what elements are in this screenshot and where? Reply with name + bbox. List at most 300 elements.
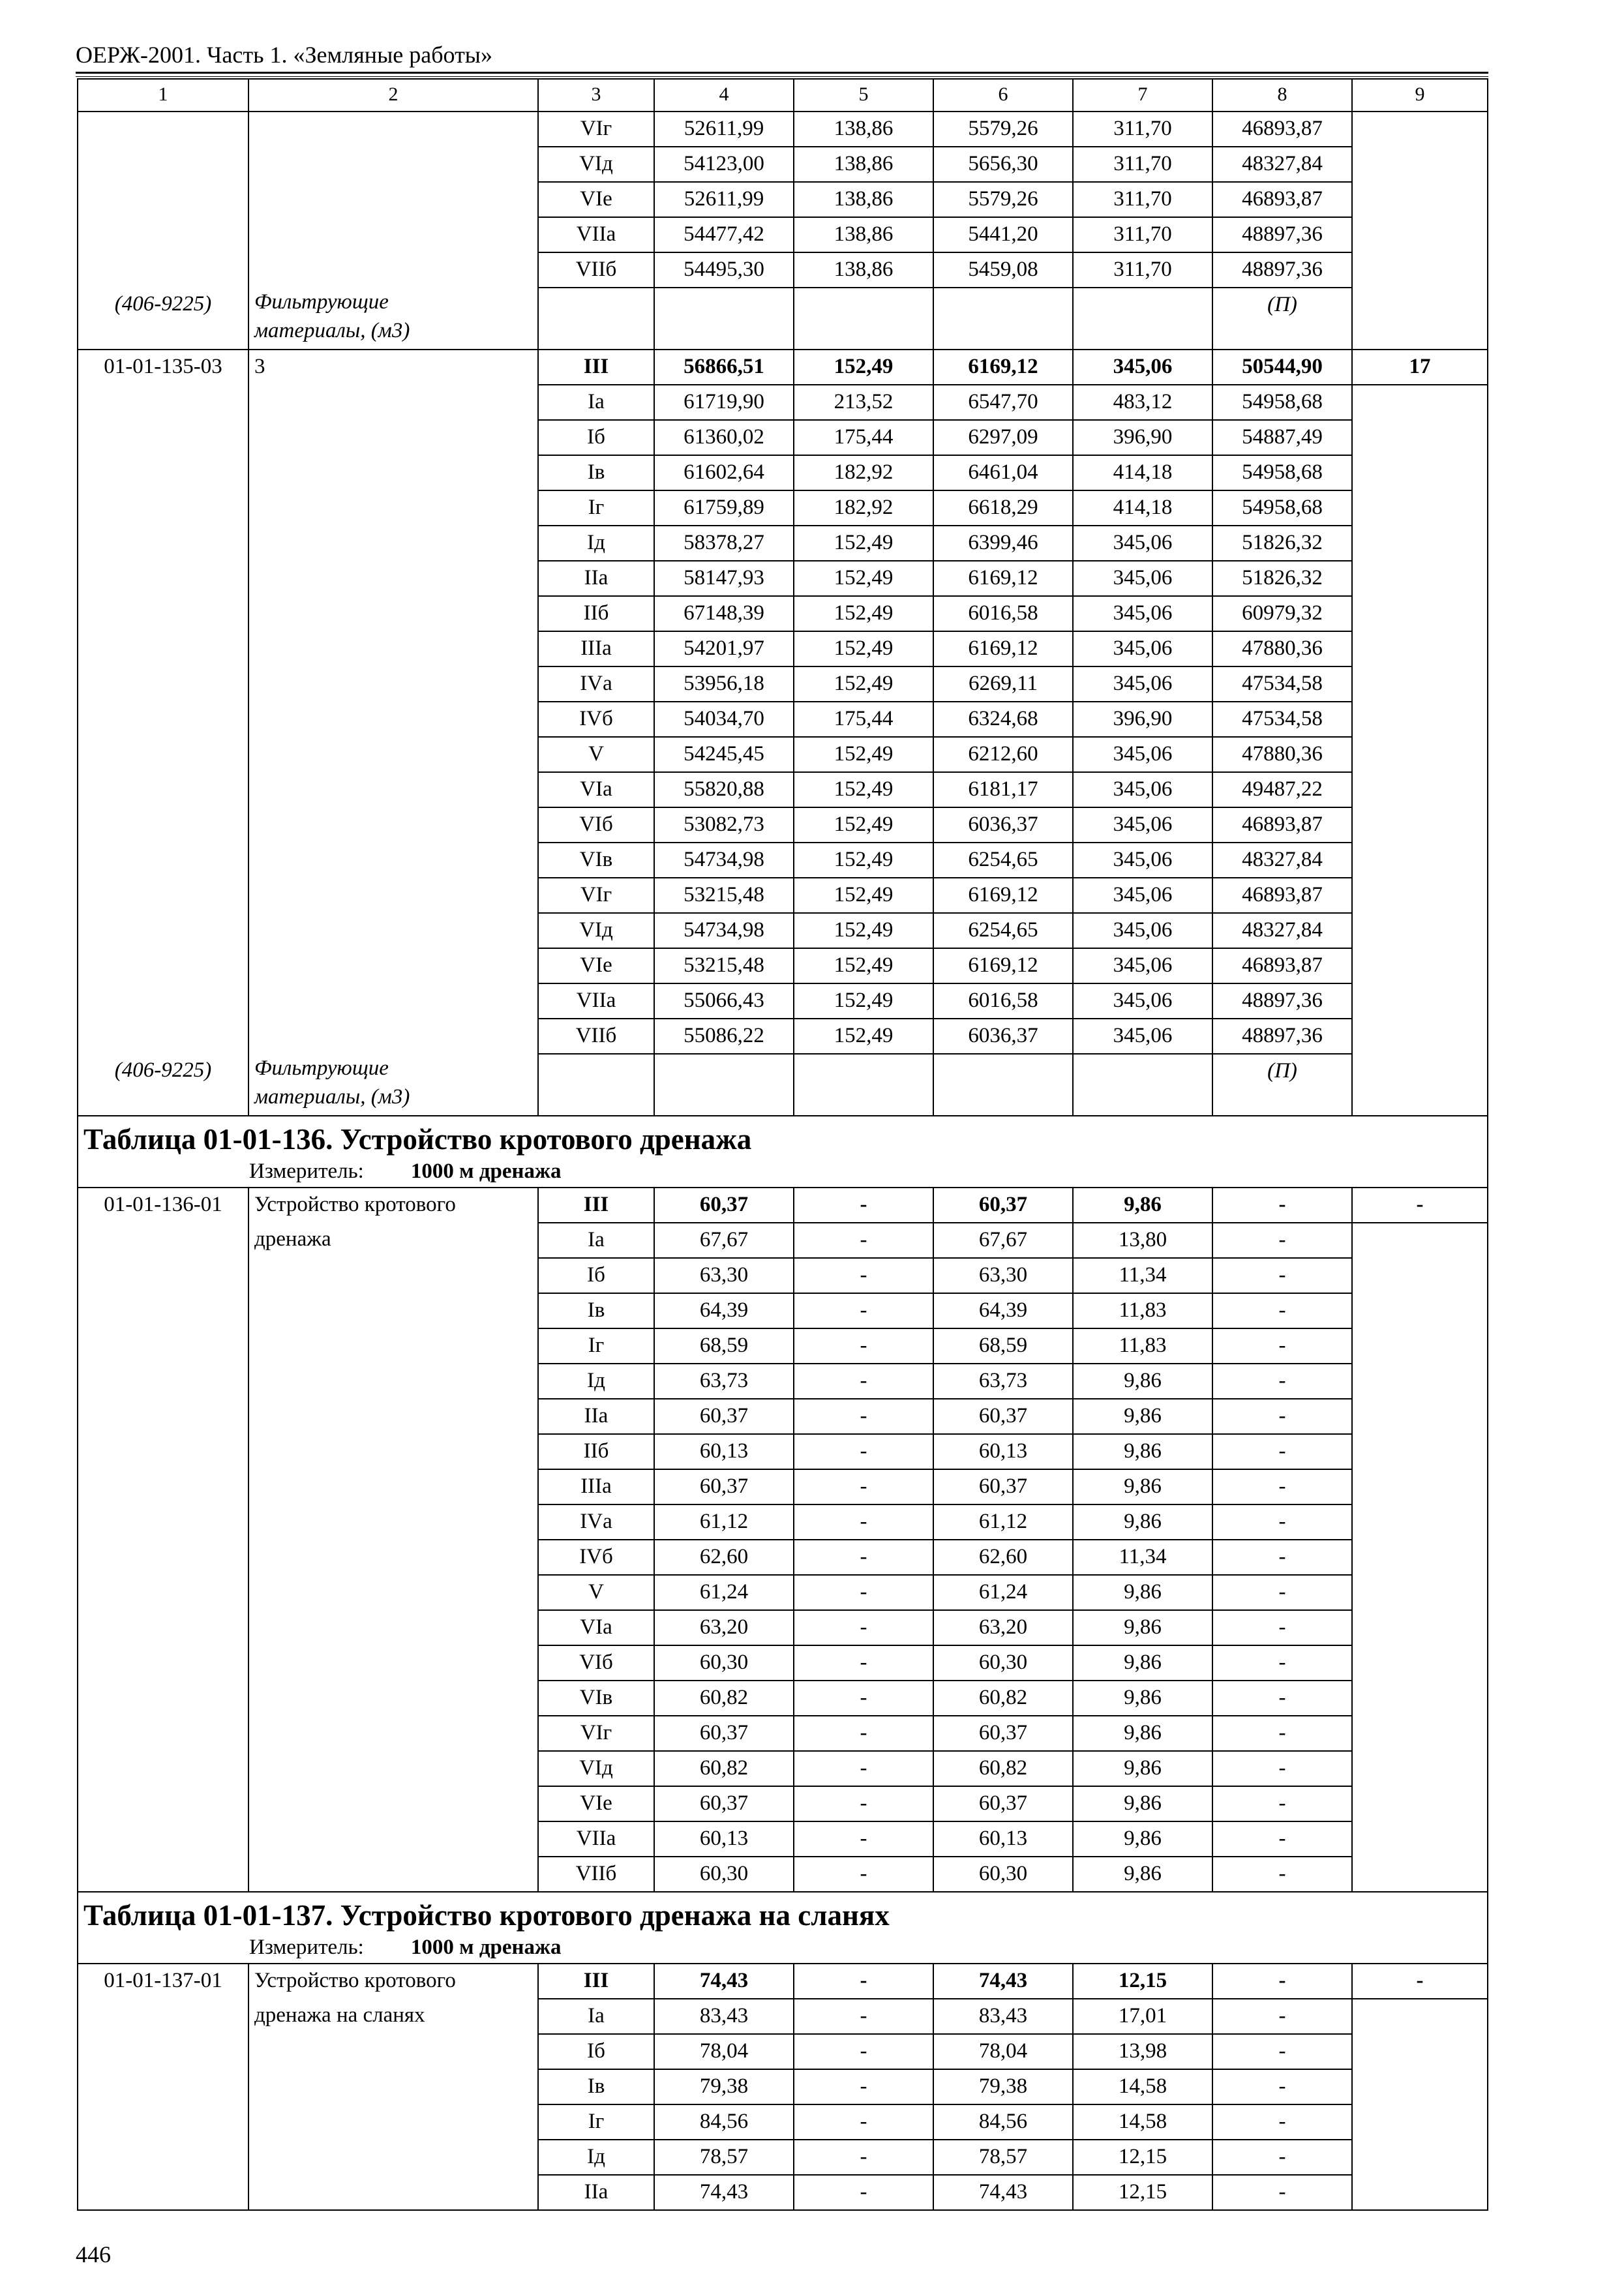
item-description-empty xyxy=(248,948,538,983)
table-row xyxy=(78,490,1488,526)
item-code-empty xyxy=(78,1786,248,1821)
value-col8: - xyxy=(1212,1540,1352,1575)
item-code-empty xyxy=(78,1469,248,1504)
item-description-empty xyxy=(248,1575,538,1610)
item-code-empty xyxy=(78,2069,248,2104)
value-col7: 9,86 xyxy=(1073,1610,1212,1645)
value-col6: 6181,17 xyxy=(933,772,1073,807)
value-col7: 345,06 xyxy=(1073,631,1212,666)
value-col8: - xyxy=(1212,1821,1352,1857)
item-description-empty xyxy=(248,772,538,807)
soil-zone: VIа xyxy=(538,772,654,807)
value-col8: 48897,36 xyxy=(1212,1019,1352,1054)
value-col5: 138,86 xyxy=(794,217,933,252)
value-col4: 53215,48 xyxy=(654,878,794,913)
soil-zone: IIIа xyxy=(538,631,654,666)
item-description-empty xyxy=(248,217,538,252)
item-code-empty xyxy=(78,666,248,702)
material-empty xyxy=(1073,1054,1212,1116)
value-col4: 60,13 xyxy=(654,1821,794,1857)
value-col9-empty xyxy=(1352,1751,1488,1786)
item-description-empty xyxy=(248,1681,538,1716)
value-col4: 60,82 xyxy=(654,1751,794,1786)
soil-zone: Iд xyxy=(538,526,654,561)
value-col4: 55820,88 xyxy=(654,772,794,807)
value-col7: 345,06 xyxy=(1073,1019,1212,1054)
value-col5: - xyxy=(794,1999,933,2034)
table-row xyxy=(78,596,1488,631)
value-col6: 6212,60 xyxy=(933,737,1073,772)
soil-zone: Iд xyxy=(538,2140,654,2175)
section-title: Таблица 01-01-137. Устройство кротового дренажа на сланях xyxy=(83,1899,890,1932)
value-col7: 11,34 xyxy=(1073,1258,1212,1293)
value-col5: - xyxy=(794,1575,933,1610)
value-col9-empty xyxy=(1352,1999,1488,2034)
value-col9-empty xyxy=(1352,772,1488,807)
value-col6: 5656,30 xyxy=(933,147,1073,182)
value-col5: 213,52 xyxy=(794,385,933,420)
item-description-empty xyxy=(248,490,538,526)
value-col4: 54734,98 xyxy=(654,843,794,878)
value-col6: 60,37 xyxy=(933,1716,1073,1751)
soil-zone: Iг xyxy=(538,1328,654,1364)
value-col5: - xyxy=(794,1504,933,1540)
soil-zone: V xyxy=(538,1575,654,1610)
value-col8: - xyxy=(1212,1857,1352,1892)
value-col4: 55066,43 xyxy=(654,983,794,1019)
value-col7: 14,58 xyxy=(1073,2069,1212,2104)
value-col9-empty xyxy=(1352,182,1488,217)
value-col5: 152,49 xyxy=(794,1019,933,1054)
value-col4: 53956,18 xyxy=(654,666,794,702)
table-row xyxy=(78,666,1488,702)
item-description-empty xyxy=(248,1504,538,1540)
value-col5: 152,49 xyxy=(794,983,933,1019)
value-col7: 396,90 xyxy=(1073,702,1212,737)
item-description-empty xyxy=(248,1716,538,1751)
value-col5: 175,44 xyxy=(794,420,933,455)
table-row xyxy=(78,2175,1488,2210)
value-col8: - xyxy=(1212,1964,1352,1999)
soil-zone: III xyxy=(538,1188,654,1223)
value-col5: 182,92 xyxy=(794,490,933,526)
item-code-empty xyxy=(78,807,248,843)
value-col4: 67148,39 xyxy=(654,596,794,631)
value-col4: 63,30 xyxy=(654,1258,794,1293)
value-col5: 152,49 xyxy=(794,596,933,631)
column-number: 7 xyxy=(1073,79,1212,112)
value-col9-empty xyxy=(1352,1469,1488,1504)
value-col6: 61,24 xyxy=(933,1575,1073,1610)
item-code-empty xyxy=(78,1821,248,1857)
column-number: 9 xyxy=(1352,79,1488,112)
value-col7: 9,86 xyxy=(1073,1364,1212,1399)
table-row xyxy=(78,385,1488,420)
value-col8: - xyxy=(1212,1258,1352,1293)
item-description-empty xyxy=(248,2034,538,2069)
value-col4: 78,57 xyxy=(654,2140,794,2175)
value-col5: - xyxy=(794,1434,933,1469)
item-code-empty xyxy=(78,878,248,913)
value-col6: 63,20 xyxy=(933,1610,1073,1645)
item-description-empty xyxy=(248,385,538,420)
value-col8: - xyxy=(1212,1999,1352,2034)
value-col4: 74,43 xyxy=(654,2175,794,2210)
value-col5: 152,49 xyxy=(794,666,933,702)
value-col8: - xyxy=(1212,1504,1352,1540)
value-col4: 54201,97 xyxy=(654,631,794,666)
item-description: Устройство кротового xyxy=(248,1188,538,1223)
value-col7: 13,80 xyxy=(1073,1223,1212,1258)
item-code-empty xyxy=(78,2140,248,2175)
item-description-empty xyxy=(248,631,538,666)
soil-zone: Iа xyxy=(538,1223,654,1258)
table-row xyxy=(78,1258,1488,1293)
value-col7: 396,90 xyxy=(1073,420,1212,455)
material-empty xyxy=(933,288,1073,350)
item-description-empty xyxy=(248,843,538,878)
value-col6: 60,37 xyxy=(933,1786,1073,1821)
column-number: 4 xyxy=(654,79,794,112)
value-col8: 51826,32 xyxy=(1212,561,1352,596)
value-col9-empty xyxy=(1352,666,1488,702)
value-col4: 60,37 xyxy=(654,1399,794,1434)
value-col5: - xyxy=(794,1399,933,1434)
value-col8: - xyxy=(1212,1469,1352,1504)
value-col5: - xyxy=(794,1469,933,1504)
value-col5: - xyxy=(794,2104,933,2140)
value-col6: 6169,12 xyxy=(933,561,1073,596)
value-col5: 152,49 xyxy=(794,807,933,843)
value-col6: 60,37 xyxy=(933,1469,1073,1504)
item-description: дренажа xyxy=(248,1223,538,1258)
value-col7: 483,12 xyxy=(1073,385,1212,420)
item-description-empty xyxy=(248,526,538,561)
value-col5: - xyxy=(794,1786,933,1821)
measure-label: Измеритель: xyxy=(249,1159,364,1183)
value-col6: 6169,12 xyxy=(933,350,1073,385)
value-col5: 175,44 xyxy=(794,702,933,737)
table-row xyxy=(78,1857,1488,1892)
material-empty xyxy=(1352,1054,1488,1116)
item-code-empty xyxy=(78,217,248,252)
value-col7: 9,86 xyxy=(1073,1469,1212,1504)
value-col4: 53215,48 xyxy=(654,948,794,983)
value-col9-empty xyxy=(1352,420,1488,455)
value-col8: 60979,32 xyxy=(1212,596,1352,631)
soil-zone: Iа xyxy=(538,385,654,420)
value-col4: 60,30 xyxy=(654,1645,794,1681)
value-col5: - xyxy=(794,1540,933,1575)
value-col5: 152,49 xyxy=(794,526,933,561)
material-mark: (П) xyxy=(1212,288,1352,350)
soil-zone: VIд xyxy=(538,1751,654,1786)
table-row xyxy=(78,772,1488,807)
table-row xyxy=(78,147,1488,182)
item-code-empty xyxy=(78,455,248,490)
value-col6: 6297,09 xyxy=(933,420,1073,455)
value-col6: 5459,08 xyxy=(933,252,1073,288)
table-row xyxy=(78,350,1488,385)
table-row xyxy=(78,1786,1488,1821)
soil-zone: IIа xyxy=(538,2175,654,2210)
item-code: 01-01-137-01 xyxy=(78,1964,248,1999)
material-empty xyxy=(933,1054,1073,1116)
item-description-empty xyxy=(248,2140,538,2175)
soil-zone: IVа xyxy=(538,666,654,702)
value-col6: 63,73 xyxy=(933,1364,1073,1399)
material-empty xyxy=(538,288,654,350)
item-description-empty xyxy=(248,1540,538,1575)
value-col5: - xyxy=(794,2069,933,2104)
value-col9-empty xyxy=(1352,983,1488,1019)
value-col6: 78,57 xyxy=(933,2140,1073,2175)
value-col4: 83,43 xyxy=(654,1999,794,2034)
item-code-empty xyxy=(78,252,248,288)
item-description-empty xyxy=(248,182,538,217)
item-description-empty xyxy=(248,913,538,948)
item-code-empty xyxy=(78,1645,248,1681)
value-col6: 6036,37 xyxy=(933,1019,1073,1054)
measure-value: 1000 м дренажа xyxy=(410,1159,562,1183)
value-col7: 9,86 xyxy=(1073,1716,1212,1751)
value-col7: 9,86 xyxy=(1073,1821,1212,1857)
value-col7: 14,58 xyxy=(1073,2104,1212,2140)
soil-zone: Iв xyxy=(538,2069,654,2104)
value-col5: 138,86 xyxy=(794,147,933,182)
value-col7: 345,06 xyxy=(1073,666,1212,702)
soil-zone: IVб xyxy=(538,1540,654,1575)
item-code-empty xyxy=(78,1399,248,1434)
section-header-row xyxy=(78,1892,1488,1964)
value-col5: 152,49 xyxy=(794,737,933,772)
value-col7: 12,15 xyxy=(1073,2175,1212,2210)
value-col9-empty xyxy=(1352,2140,1488,2175)
value-col6: 6461,04 xyxy=(933,455,1073,490)
value-col5: - xyxy=(794,1645,933,1681)
soil-zone: Iб xyxy=(538,1258,654,1293)
value-col9-empty xyxy=(1352,1716,1488,1751)
value-col8: 48897,36 xyxy=(1212,217,1352,252)
value-col6: 60,13 xyxy=(933,1821,1073,1857)
item-code-empty xyxy=(78,1540,248,1575)
item-description-empty xyxy=(248,1751,538,1786)
value-col4: 54477,42 xyxy=(654,217,794,252)
soil-zone: IVа xyxy=(538,1504,654,1540)
value-col4: 64,39 xyxy=(654,1293,794,1328)
value-col4: 58378,27 xyxy=(654,526,794,561)
table-row xyxy=(78,252,1488,288)
material-empty xyxy=(794,1054,933,1116)
soil-zone: VIб xyxy=(538,1645,654,1681)
item-code-empty xyxy=(78,1857,248,1892)
item-description-empty xyxy=(248,455,538,490)
soil-zone: IIб xyxy=(538,1434,654,1469)
table-row xyxy=(78,1964,1488,1999)
value-col5: 152,49 xyxy=(794,561,933,596)
value-col7: 345,06 xyxy=(1073,737,1212,772)
item-description-empty xyxy=(248,596,538,631)
value-col6: 61,12 xyxy=(933,1504,1073,1540)
material-code: (406-9225) xyxy=(78,1054,248,1116)
value-col5: 152,49 xyxy=(794,772,933,807)
value-col7: 414,18 xyxy=(1073,455,1212,490)
value-col9-empty xyxy=(1352,596,1488,631)
value-col4: 54123,00 xyxy=(654,147,794,182)
value-col4: 54245,45 xyxy=(654,737,794,772)
value-col7: 345,06 xyxy=(1073,772,1212,807)
value-col4: 60,82 xyxy=(654,1681,794,1716)
table-row xyxy=(78,455,1488,490)
value-col4: 60,37 xyxy=(654,1469,794,1504)
value-col5: 138,86 xyxy=(794,112,933,147)
value-col4: 79,38 xyxy=(654,2069,794,2104)
table-row xyxy=(78,913,1488,948)
value-col7: 12,15 xyxy=(1073,1964,1212,1999)
value-col4: 54734,98 xyxy=(654,913,794,948)
material-name-line2: материалы, (м3) xyxy=(254,1085,410,1109)
soil-zone: VIг xyxy=(538,1716,654,1751)
value-col6: 78,04 xyxy=(933,2034,1073,2069)
value-col7: 9,86 xyxy=(1073,1786,1212,1821)
material-name xyxy=(248,1054,538,1116)
value-col9-empty xyxy=(1352,112,1488,147)
value-col4: 84,56 xyxy=(654,2104,794,2140)
soil-zone: Iг xyxy=(538,490,654,526)
value-col7: 9,86 xyxy=(1073,1857,1212,1892)
item-code-empty xyxy=(78,1575,248,1610)
item-code-empty xyxy=(78,1681,248,1716)
value-col8: - xyxy=(1212,2175,1352,2210)
table-row xyxy=(78,1469,1488,1504)
soil-zone: VIе xyxy=(538,182,654,217)
item-code-empty xyxy=(78,772,248,807)
soil-zone: IVб xyxy=(538,702,654,737)
value-col5: - xyxy=(794,1328,933,1364)
value-col6: 6618,29 xyxy=(933,490,1073,526)
value-col4: 60,37 xyxy=(654,1716,794,1751)
value-col5: - xyxy=(794,1610,933,1645)
value-col4: 67,67 xyxy=(654,1223,794,1258)
table-row xyxy=(78,1999,1488,2034)
value-col6: 68,59 xyxy=(933,1328,1073,1364)
value-col4: 55086,22 xyxy=(654,1019,794,1054)
soil-zone: III xyxy=(538,1964,654,1999)
header-rule xyxy=(76,72,1488,74)
soil-zone: Iа xyxy=(538,1999,654,2034)
table-row xyxy=(78,526,1488,561)
value-col8: - xyxy=(1212,1716,1352,1751)
value-col8: - xyxy=(1212,1786,1352,1821)
header-rule-thin xyxy=(76,76,1488,77)
value-col9-empty xyxy=(1352,1645,1488,1681)
price-table-body xyxy=(78,79,1488,2210)
soil-zone: VIд xyxy=(538,147,654,182)
value-col4: 58147,93 xyxy=(654,561,794,596)
soil-zone: VIIа xyxy=(538,1821,654,1857)
value-col9-empty xyxy=(1352,702,1488,737)
table-row xyxy=(78,807,1488,843)
value-col8: 51826,32 xyxy=(1212,526,1352,561)
item-code-empty xyxy=(78,1328,248,1364)
value-col7: 311,70 xyxy=(1073,252,1212,288)
value-col6: 60,82 xyxy=(933,1751,1073,1786)
value-col7: 17,01 xyxy=(1073,1999,1212,2034)
value-col7: 345,06 xyxy=(1073,350,1212,385)
value-col8: 47534,58 xyxy=(1212,666,1352,702)
value-col7: 311,70 xyxy=(1073,147,1212,182)
value-col8: 48327,84 xyxy=(1212,843,1352,878)
value-col9-empty xyxy=(1352,1857,1488,1892)
value-col6: 63,30 xyxy=(933,1258,1073,1293)
value-col6: 6547,70 xyxy=(933,385,1073,420)
material-name-line1: Фильтрующие xyxy=(254,290,389,314)
table-row xyxy=(78,2069,1488,2104)
item-description-empty xyxy=(248,147,538,182)
value-col5: - xyxy=(794,1857,933,1892)
value-col9-empty xyxy=(1352,252,1488,288)
measure-label: Измеритель: xyxy=(249,1936,364,1959)
value-col9-empty xyxy=(1352,1681,1488,1716)
table-row xyxy=(78,2140,1488,2175)
value-col4: 74,43 xyxy=(654,1964,794,1999)
value-col5: 152,49 xyxy=(794,948,933,983)
value-col9-empty xyxy=(1352,737,1488,772)
value-col8: 48327,84 xyxy=(1212,913,1352,948)
value-col7: 9,86 xyxy=(1073,1399,1212,1434)
value-col9-empty xyxy=(1352,1434,1488,1469)
value-col8: 48897,36 xyxy=(1212,252,1352,288)
soil-zone: VIг xyxy=(538,878,654,913)
soil-zone: IIа xyxy=(538,561,654,596)
item-description-empty xyxy=(248,878,538,913)
item-description-empty xyxy=(248,1645,538,1681)
value-col4: 60,13 xyxy=(654,1434,794,1469)
value-col8: - xyxy=(1212,2104,1352,2140)
item-description-empty xyxy=(248,737,538,772)
item-code-empty xyxy=(78,983,248,1019)
value-col9-empty xyxy=(1352,843,1488,878)
value-col4: 61360,02 xyxy=(654,420,794,455)
item-description-empty xyxy=(248,1786,538,1821)
value-col6: 64,39 xyxy=(933,1293,1073,1328)
value-col5: 138,86 xyxy=(794,182,933,217)
soil-zone: VIд xyxy=(538,913,654,948)
value-col8: - xyxy=(1212,1399,1352,1434)
value-col6: 5579,26 xyxy=(933,182,1073,217)
item-description-empty xyxy=(248,702,538,737)
table-row xyxy=(78,1751,1488,1786)
item-description-empty xyxy=(248,1469,538,1504)
value-col7: 345,06 xyxy=(1073,807,1212,843)
value-col5: 152,49 xyxy=(794,631,933,666)
value-col6: 83,43 xyxy=(933,1999,1073,2034)
soil-zone: III xyxy=(538,350,654,385)
value-col9-empty xyxy=(1352,1293,1488,1328)
value-col5: - xyxy=(794,2175,933,2210)
item-code-empty xyxy=(78,1258,248,1293)
value-col8: - xyxy=(1212,1188,1352,1223)
soil-zone: VIIб xyxy=(538,1019,654,1054)
value-col4: 54034,70 xyxy=(654,702,794,737)
material-empty xyxy=(794,288,933,350)
item-code-empty xyxy=(78,1751,248,1786)
item-description-empty xyxy=(248,112,538,147)
section-header-row xyxy=(78,1116,1488,1188)
value-col4: 63,73 xyxy=(654,1364,794,1399)
item-code-empty xyxy=(78,1610,248,1645)
item-description-empty xyxy=(248,1258,538,1293)
